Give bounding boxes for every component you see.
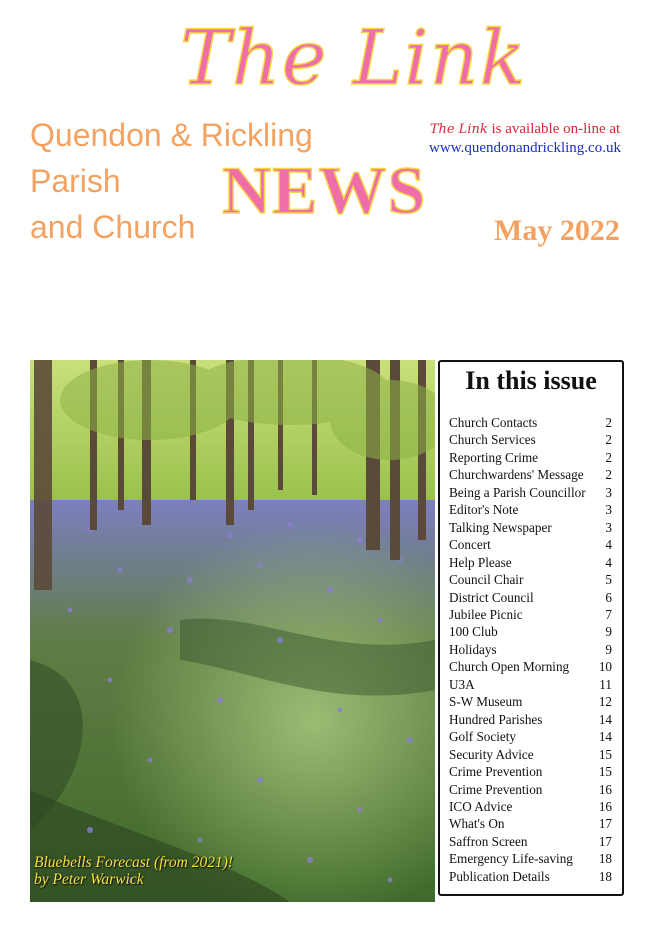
contents-item[interactable] [449,868,622,885]
contents-item-label: 100 Club [449,624,498,640]
contents-item[interactable] [449,798,622,815]
contents-item-label: Crime Prevention [449,781,543,797]
contents-title: In this issue [465,366,597,395]
contents-item-label: Council Chair [449,572,524,588]
contents-item-page: 3 [605,519,612,535]
contents-list [440,414,622,885]
contents-item-page: 10 [598,659,612,675]
contents-item-label: Emergency Life-saving [449,851,573,867]
contents-item[interactable] [449,746,622,763]
contents-item[interactable] [449,728,622,745]
contents-item[interactable] [449,763,622,780]
parish-line-2: Parish [30,163,121,199]
contents-item-label: Being a Parish Councillor [449,484,586,500]
contents-item-page: 16 [598,798,612,814]
contents-item[interactable] [449,536,622,553]
contents-item-page: 6 [605,589,612,605]
contents-item[interactable] [449,571,622,588]
contents-item-page: 9 [605,641,612,657]
contents-item-label: Editor's Note [449,502,519,518]
contents-item-label: S-W Museum [449,694,523,710]
contents-item[interactable] [449,676,622,693]
contents-item[interactable] [449,484,622,501]
contents-item-page: 14 [598,729,612,745]
contents-item-page: 16 [598,781,612,797]
contents-item[interactable] [449,815,622,832]
contents-item-label: Church Contacts [449,415,538,430]
contents-item-label: Jubilee Picnic [449,606,523,622]
caption-line-2: by Peter Warwick [34,871,144,888]
contents-item-label: Hundred Parishes [449,711,543,727]
contents-item-page: 3 [605,484,612,500]
contents-item[interactable] [449,711,622,728]
contents-item-label: Help Please [449,554,512,570]
contents-item-page: 17 [598,833,612,849]
online-note-text: is available on-line at [487,121,621,137]
masthead-title: The Link [180,13,527,102]
contents-item-label: U3A [449,676,475,692]
contents-item-label: Saffron Screen [449,833,528,849]
contents-item-label: Churchwardens' Message [449,467,584,483]
contents-item-label: Security Advice [449,746,534,762]
contents-item-page: 4 [605,554,612,570]
contents-item[interactable] [449,431,622,448]
online-availability-note [420,120,630,158]
contents-item-page: 11 [599,676,612,692]
contents-item-label: Reporting Crime [449,449,539,465]
contents-item-page: 15 [598,746,612,762]
parish-line-3: and Church [30,209,196,245]
contents-item[interactable] [449,658,622,675]
contents-item-label: Golf Society [449,729,517,745]
contents-item-page: 3 [605,502,612,518]
caption-line-1: Bluebells Forecast (from 2021)! [34,854,234,871]
contents-item-page: 5 [605,572,612,588]
contents-item-label: Crime Prevention [449,764,543,780]
contents-item-label: Holidays [449,641,497,657]
contents-item[interactable] [449,414,622,431]
contents-item[interactable] [449,449,622,466]
contents-item-page: 4 [605,537,612,553]
bluebell-woodland-image [30,360,435,902]
contents-item[interactable] [449,466,622,483]
online-note-link-name: The Link [429,122,488,137]
contents-item-page: 18 [598,851,612,867]
contents-item[interactable] [449,589,622,606]
contents-item[interactable] [449,606,622,623]
issue-date: May 2022 [494,214,620,247]
contents-item[interactable] [449,781,622,798]
contents-item[interactable] [449,850,622,867]
news-heading: NEWS [222,152,427,228]
contents-item-label: Talking Newspaper [449,519,552,535]
contents-item-page: 18 [598,868,612,884]
photo-caption [34,854,233,888]
contents-item-page: 2 [605,432,612,448]
contents-item-page: 2 [605,449,612,465]
contents-item[interactable] [449,623,622,640]
contents-item-page: 14 [598,711,612,727]
contents-item-label: Church Open Morning [449,659,570,675]
contents-item[interactable] [449,554,622,571]
contents-item[interactable] [449,641,622,658]
contents-item-page: 2 [605,467,612,483]
contents-box [438,360,624,896]
contents-item-label: Publication Details [449,868,550,884]
cover-photo [30,360,435,902]
contents-item[interactable] [449,501,622,518]
contents-item-label: Concert [449,537,491,553]
contents-item-label: District Council [449,589,534,605]
contents-item[interactable] [449,833,622,850]
contents-item-page: 7 [605,606,612,622]
contents-item-page: 15 [598,764,612,780]
contents-item-page: 2 [605,415,612,430]
contents-item-label: Church Services [449,432,536,448]
contents-item-page: 12 [598,694,612,710]
contents-item[interactable] [449,693,622,710]
contents-item[interactable] [449,519,622,536]
parish-line-1: Quendon & Rickling [30,117,313,153]
contents-item-page: 9 [605,624,612,640]
contents-item-page: 17 [598,816,612,832]
contents-item-label: What's On [449,816,505,832]
contents-item-label: ICO Advice [449,798,513,814]
website-url[interactable]: www.quendonandrickling.co.uk [429,140,621,156]
